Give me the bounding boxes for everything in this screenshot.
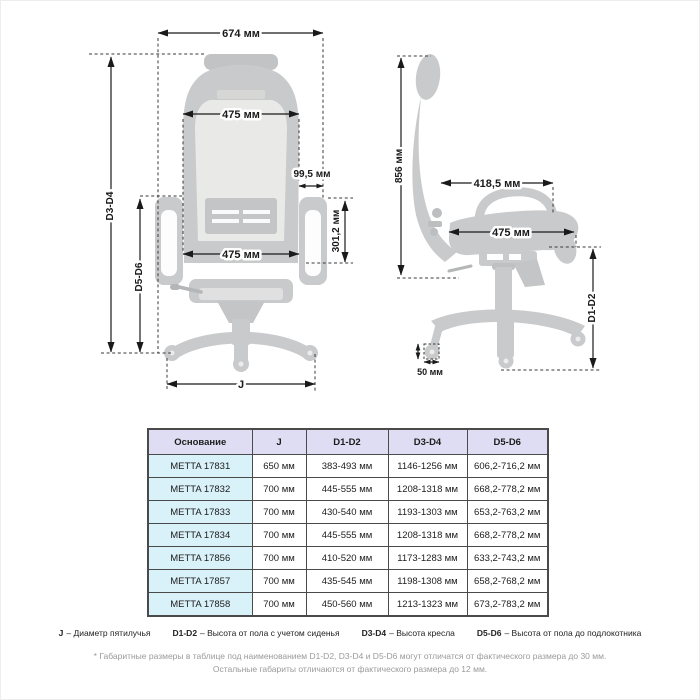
- lumbar-support: [205, 198, 277, 234]
- col-header-d3d4: D3-D4: [388, 429, 467, 455]
- table-row: METTA 17831 650 мм 383-493 мм 1146-1256 мм 606,2-716,2 мм: [148, 455, 548, 478]
- table-row: METTA 17857 700 мм 435-545 мм 1198-1308 мм 658,2-768,2 мм: [148, 570, 548, 593]
- chair-back-view: [155, 54, 327, 372]
- col-header-base: Основание: [148, 429, 252, 455]
- headrest-side: [413, 53, 442, 102]
- chair-diagram: [1, 1, 700, 421]
- dim-armrest-offset: 99,5 мм: [293, 169, 331, 180]
- model-name: METTA 17858: [148, 593, 252, 617]
- model-name: METTA 17831: [148, 455, 252, 478]
- dim-caster-size: 50 мм: [417, 367, 443, 377]
- table-row: METTA 17858 700 мм 450-560 мм 1213-1323 мм 673,2-783,2 мм: [148, 593, 548, 617]
- model-name: METTA 17856: [148, 547, 252, 570]
- dim-base-diameter: J: [237, 379, 245, 391]
- footnote-line-2: Остальные габариты отличаются от фактического размера до 12 мм.: [212, 664, 488, 674]
- legend-item-d5d6: D5-D6 – Высота от пола до подлокотника: [476, 628, 642, 638]
- dim-depth-top: 418,5 мм: [473, 178, 521, 190]
- gas-lift-side: [495, 267, 512, 311]
- dim-backrest-width: 475 мм: [222, 109, 260, 121]
- legend: [1, 628, 699, 638]
- col-header-d5d6: D5-D6: [467, 429, 548, 455]
- legend-item-d1d2: D1-D2 – Высота от пола с учетом сиденья: [172, 628, 340, 638]
- model-name: METTA 17833: [148, 501, 252, 524]
- col-header-d1d2: D1-D2: [306, 429, 388, 455]
- dim-armrest-height: 301,2 мм: [331, 209, 342, 253]
- dimensions-table: [147, 428, 549, 617]
- legend-item-d3d4: D3-D4 – Высота кресла: [361, 628, 455, 638]
- dim-d1d2: D1-D2: [587, 293, 598, 323]
- headrest-notch: [217, 90, 265, 99]
- dim-total-height: 856 мм: [394, 148, 405, 184]
- adjust-lever-side: [449, 266, 471, 271]
- dim-seat-depth: 475 мм: [492, 227, 530, 239]
- col-header-j: J: [252, 429, 306, 455]
- table-row: METTA 17832 700 мм 445-555 мм 1208-1318 мм 668,2-778,2 мм: [148, 478, 548, 501]
- model-name: METTA 17834: [148, 524, 252, 547]
- dim-d3d4: D3-D4: [105, 191, 116, 221]
- table-row: METTA 17833 700 мм 430-540 мм 1193-1303 мм 653,2-763,2 мм: [148, 501, 548, 524]
- table-header-row: [148, 429, 548, 455]
- model-name: METTA 17832: [148, 478, 252, 501]
- legend-item-j: J – Диаметр пятилучья: [58, 628, 151, 638]
- model-name: METTA 17857: [148, 570, 252, 593]
- dim-d5d6: D5-D6: [134, 262, 145, 292]
- chair-side-view: [412, 53, 585, 369]
- footnote-line-1: * Габаритные размеры в таблице под наименованием D1-D2, D3-D4 и D5-D6 могут отличатся от фактического размера до 30 мм.: [93, 651, 607, 661]
- table-row: METTA 17834 700 мм 445-555 мм 1208-1318 мм 668,2-778,2 мм: [148, 524, 548, 547]
- dim-seat-width: 475 мм: [222, 249, 260, 261]
- footnote: [1, 650, 699, 676]
- dim-total-width: 674 мм: [222, 28, 260, 40]
- table-row: METTA 17856 700 мм 410-520 мм 1173-1283 мм 633,2-743,2 мм: [148, 547, 548, 570]
